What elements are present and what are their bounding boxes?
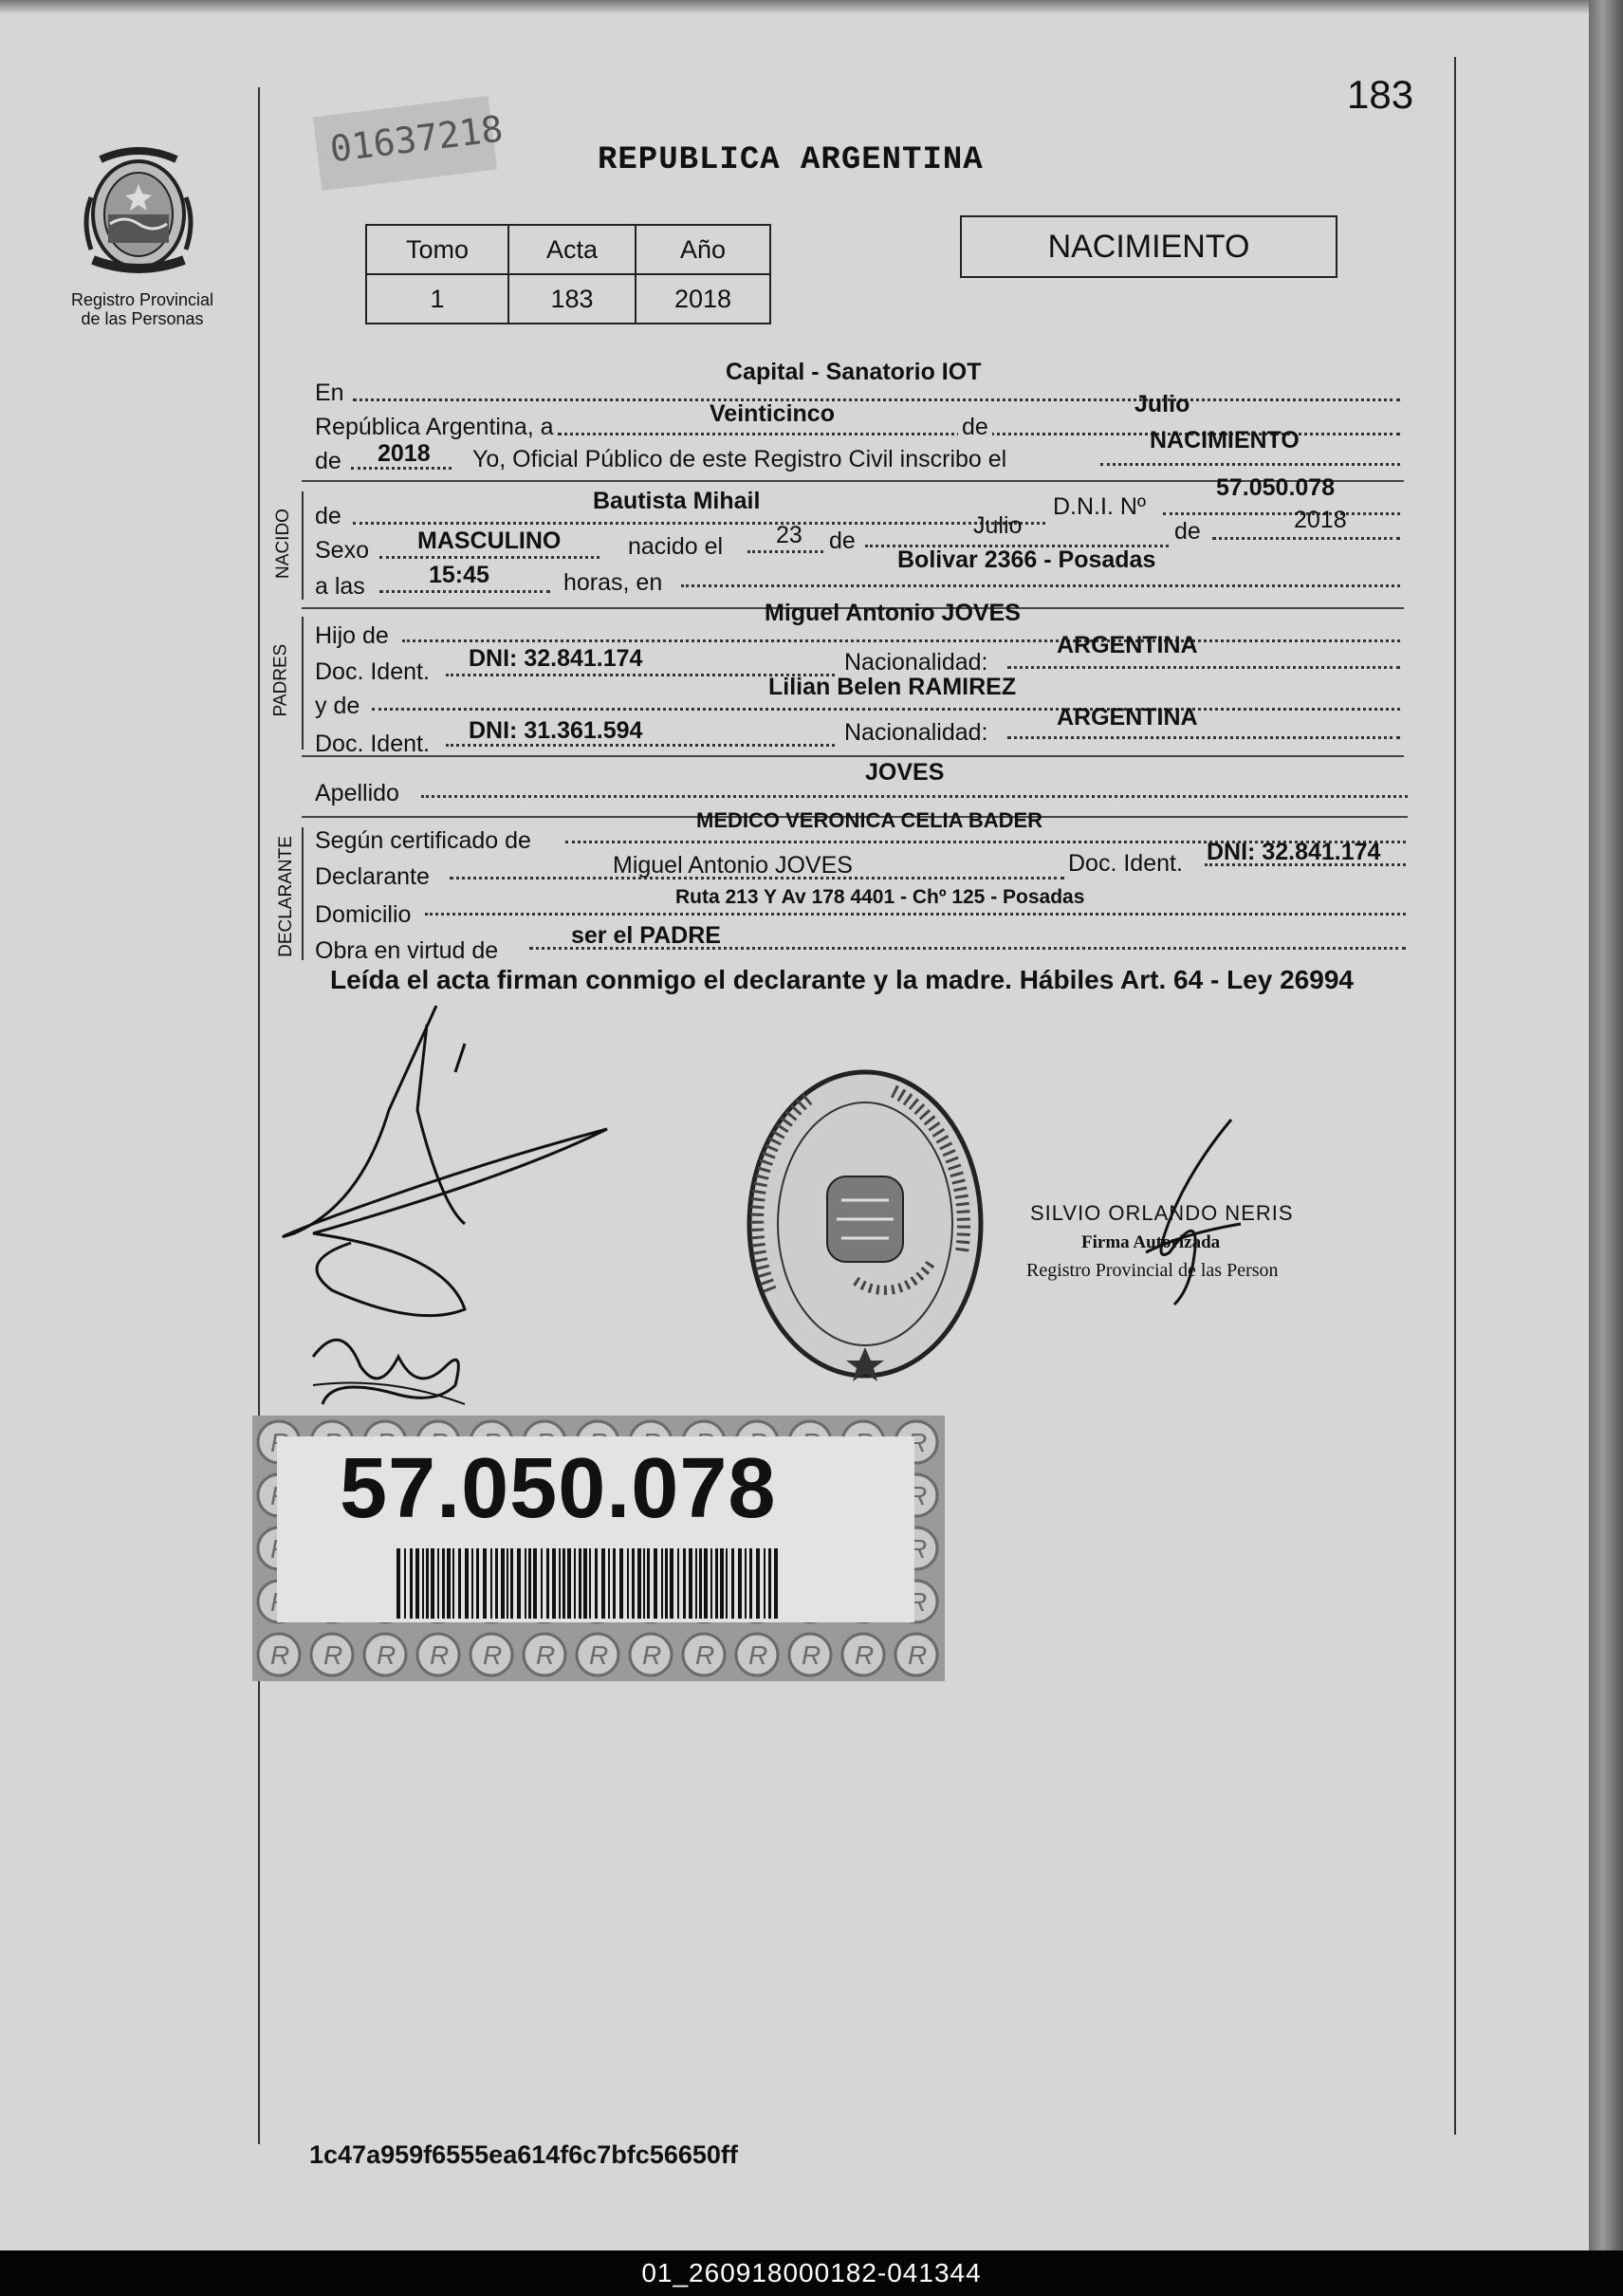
place-value: Capital - Sanatorio IOT: [726, 359, 982, 385]
barcode-bar: [699, 1548, 702, 1619]
table-row: [366, 274, 770, 324]
certificado-value: MEDICO VERONICA CELIA BADER: [696, 808, 1043, 832]
barcode-bar: [665, 1548, 668, 1619]
barcode-bar: [476, 1548, 479, 1619]
barcode-bar: [452, 1548, 454, 1619]
barcode-bar: [749, 1548, 752, 1619]
barcode-bar: [704, 1548, 708, 1619]
dotted-line: [353, 398, 1400, 401]
table-header-cell: Acta: [508, 225, 636, 274]
en-label: En: [315, 380, 344, 406]
y-de-label: y de: [315, 693, 360, 719]
certificado-label: Según certificado de: [315, 827, 531, 854]
barcode-bar: [627, 1548, 629, 1619]
year-value: 2018: [378, 440, 431, 467]
nacido-section-label: NACIDO: [272, 509, 293, 579]
mother-nationality-value: ARGENTINA: [1057, 704, 1198, 731]
dotted-line: [1100, 463, 1400, 466]
barcode-bar: [608, 1548, 610, 1619]
barcode-bar: [643, 1548, 645, 1619]
barcode-bar: [601, 1548, 605, 1619]
de-label: de: [829, 528, 856, 554]
apellido-label: Apellido: [315, 780, 399, 806]
signatory-name: SILVIO ORLANDO NERIS: [1030, 1201, 1294, 1225]
father-doc-value: DNI: 32.841.174: [469, 645, 643, 672]
section-bracket: [302, 617, 304, 750]
section-bracket: [302, 827, 304, 960]
de-label: de: [1174, 518, 1201, 545]
barcode-bar: [447, 1548, 451, 1619]
barcode-bar: [567, 1548, 571, 1619]
dotted-line: [1163, 512, 1400, 515]
day-words-value: Veinticinco: [710, 400, 835, 427]
month-value: Julio: [1134, 391, 1190, 417]
declarante-signature: [275, 987, 617, 1423]
republica-label: República Argentina, a: [315, 414, 554, 440]
mother-doc-value: DNI: 31.361.594: [469, 717, 643, 744]
barcode-bar: [437, 1548, 439, 1619]
barcode-bar: [552, 1548, 556, 1619]
registry-label: [38, 290, 247, 328]
section-divider: [302, 755, 1404, 757]
obra-value: ser el PADRE: [571, 922, 721, 949]
oficial-text: Yo, Oficial Público de este Registro Civil inscribo el: [472, 446, 1007, 472]
document-title: REPUBLICA ARGENTINA: [598, 142, 984, 178]
apellido-value: JOVES: [865, 759, 945, 786]
barcode-bar: [483, 1548, 487, 1619]
year-prefix-label: de: [315, 448, 341, 474]
barcode-bar: [731, 1548, 734, 1619]
birth-place-value: Bolivar 2366 - Posadas: [897, 546, 1156, 573]
barcode-bar: [458, 1548, 461, 1619]
child-dni-value: 57.050.078: [1216, 474, 1336, 501]
dotted-line: [372, 708, 1400, 711]
misiones-coat-of-arms-logo: [72, 140, 205, 283]
nacionalidad-label: Nacionalidad:: [844, 719, 988, 746]
barcode-bar: [613, 1548, 616, 1619]
birth-day-value: 23: [776, 522, 802, 548]
barcode-bar: [501, 1548, 505, 1619]
barcode-bar: [632, 1548, 635, 1619]
barcode-bar: [661, 1548, 663, 1619]
a-las-label: a las: [315, 573, 365, 600]
barcode-bar: [683, 1548, 686, 1619]
barcode-bar: [589, 1548, 591, 1619]
dotted-line: [1007, 736, 1400, 739]
barcode-bar: [768, 1548, 771, 1619]
dni-label: D.N.I. Nº: [1053, 493, 1147, 520]
table-cell: 183: [508, 274, 636, 324]
barcode: [397, 1548, 780, 1619]
nacionalidad-label: Nacionalidad:: [844, 649, 988, 676]
horas-label: horas, en: [563, 569, 663, 596]
barcode-bar: [541, 1548, 543, 1619]
signatory-registry: Registro Provincial de las Person: [1026, 1260, 1279, 1281]
barcode-bar: [695, 1548, 697, 1619]
doc-ident-label: Doc. Ident.: [315, 731, 430, 757]
sexo-value: MASCULINO: [417, 528, 562, 554]
father-name-value: Miguel Antonio JOVES: [765, 600, 1021, 626]
barcode-bar: [404, 1548, 406, 1619]
padres-section-label: PADRES: [270, 643, 291, 717]
barcode-bar: [764, 1548, 765, 1619]
barcode-bar: [637, 1548, 641, 1619]
barcode-bar: [559, 1548, 561, 1619]
dotted-line: [1205, 863, 1406, 866]
serial-number: 01637218: [313, 96, 497, 191]
domicilio-value: Ruta 213 Y Av 178 4401 - Chº 125 - Posadas: [675, 886, 1085, 908]
document-hash: 1c47a959f6555ea614f6c7bfc56650ff: [309, 2140, 738, 2169]
sexo-label: Sexo: [315, 537, 369, 564]
inscribed-value: NACIMIENTO: [1150, 427, 1300, 454]
section-bracket: [302, 491, 304, 600]
left-margin-line: [258, 87, 260, 2144]
barcode-bar: [654, 1548, 657, 1619]
scan-footer-bar: [0, 2250, 1623, 2296]
dotted-line: [353, 522, 1045, 525]
barcode-bar: [465, 1548, 469, 1619]
table-header-cell: Tomo: [366, 225, 508, 274]
table-cell: 2018: [636, 274, 770, 324]
barcode-bar: [533, 1548, 537, 1619]
father-nationality-value: ARGENTINA: [1057, 632, 1198, 658]
dotted-line: [425, 913, 1406, 916]
barcode-bar: [546, 1548, 549, 1619]
declarante-section-label: DECLARANTE: [275, 836, 296, 957]
signatory-role: Firma Autorizada: [1081, 1232, 1221, 1252]
declarante-value: Miguel Antonio JOVES: [613, 852, 853, 879]
scan-top-edge: [0, 0, 1623, 13]
dotted-line: [421, 795, 1408, 798]
hijo-de-label: Hijo de: [315, 622, 389, 649]
barcode-bar: [517, 1548, 521, 1619]
de-label: de: [958, 414, 992, 441]
barcode-bar: [574, 1548, 576, 1619]
barcode-bar: [563, 1548, 565, 1619]
barcode-bar: [710, 1548, 712, 1619]
barcode-bar: [720, 1548, 724, 1619]
table-header-cell: Año: [636, 225, 770, 274]
barcode-bar: [525, 1548, 526, 1619]
dotted-line: [379, 590, 550, 593]
barcode-bar: [745, 1548, 747, 1619]
barcode-bar: [677, 1548, 679, 1619]
barcode-bar: [774, 1548, 778, 1619]
barcode-bar: [510, 1548, 513, 1619]
right-margin-line: [1454, 57, 1456, 2135]
barcode-bar: [756, 1548, 760, 1619]
barcode-bar: [689, 1548, 692, 1619]
doc-ident-label: Doc. Ident.: [315, 658, 430, 685]
barcode-bar: [397, 1548, 400, 1619]
scan-right-edge: [1589, 0, 1623, 2250]
footer-code: 01_260918000182-041344: [641, 2258, 982, 2287]
registry-label-line1: Registro Provincial: [70, 290, 214, 309]
table-header-row: [366, 225, 770, 274]
birth-month-value: Julio: [973, 512, 1023, 539]
child-name-value: Bautista Mihail: [593, 488, 761, 514]
registry-label-line2: de las Personas: [81, 309, 204, 328]
barcode-bar: [670, 1548, 673, 1619]
dotted-line: [1007, 666, 1400, 669]
barcode-bar: [507, 1548, 508, 1619]
birth-year-value: 2018: [1294, 507, 1347, 533]
barcode-bar: [579, 1548, 581, 1619]
barcode-bar: [647, 1548, 650, 1619]
barcode-bar: [528, 1548, 531, 1619]
dotted-line: [1212, 537, 1400, 540]
record-type-box: NACIMIENTO: [960, 215, 1337, 278]
dotted-line: [379, 556, 599, 559]
dotted-line: [747, 550, 823, 553]
barcode-bar: [431, 1548, 434, 1619]
obra-label: Obra en virtud de: [315, 937, 499, 964]
declarante-label: Declarante: [315, 863, 430, 890]
barcode-bar: [715, 1548, 718, 1619]
barcode-bar: [422, 1548, 424, 1619]
domicilio-label: Domicilio: [315, 901, 412, 928]
barcode-bar: [738, 1548, 742, 1619]
barcode-bar: [490, 1548, 492, 1619]
barcode-bar: [426, 1548, 429, 1619]
dotted-line: [681, 584, 1400, 587]
dni-card-number: 57.050.078: [340, 1441, 777, 1536]
barcode-bar: [471, 1548, 473, 1619]
page-number: 183: [1347, 72, 1414, 117]
birth-time-value: 15:45: [429, 562, 489, 588]
barcode-bar: [410, 1548, 413, 1619]
mother-name-value: Lilian Belen RAMIREZ: [768, 674, 1017, 700]
nacido-de-label: de: [315, 503, 341, 529]
registry-oval-stamp: [742, 1063, 988, 1385]
barcode-bar: [442, 1548, 445, 1619]
barcode-bar: [726, 1548, 728, 1619]
barcode-bar: [495, 1548, 498, 1619]
table-cell: 1: [366, 274, 508, 324]
nacido-el-label: nacido el: [628, 533, 724, 560]
barcode-bar: [619, 1548, 623, 1619]
barcode-bar: [415, 1548, 419, 1619]
dotted-line: [402, 639, 1400, 642]
barcode-bar: [583, 1548, 587, 1619]
barcode-bar: [595, 1548, 598, 1619]
doc-ident-label: Doc. Ident.: [1068, 850, 1183, 877]
declarante-doc-value: DNI: 32.841.174: [1207, 839, 1381, 865]
closing-text: Leída el acta firman conmigo el declarante y la madre. Hábiles Art. 64 - Ley 26994: [330, 965, 1354, 994]
tomo-acta-ano-table: [365, 224, 771, 324]
